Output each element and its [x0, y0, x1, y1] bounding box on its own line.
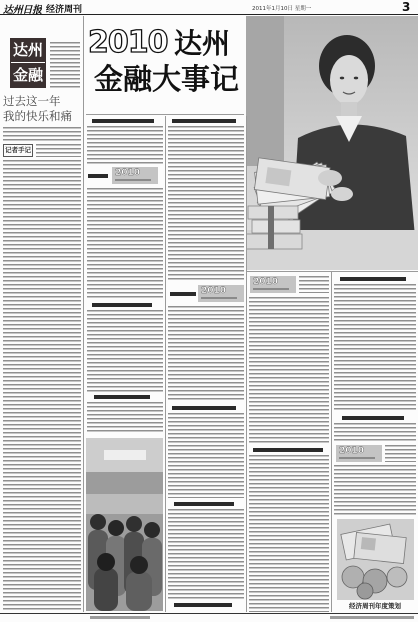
article-text — [168, 126, 244, 282]
article-text — [168, 413, 244, 498]
column-divider — [83, 16, 84, 612]
person-body — [126, 572, 152, 611]
article-text — [87, 188, 163, 300]
footer-contact — [330, 616, 414, 619]
person-head — [144, 522, 160, 538]
series-logo — [112, 167, 158, 184]
footer-credits — [90, 616, 150, 619]
bank-sign — [104, 450, 146, 460]
article-headline-bar — [94, 395, 150, 399]
series-logo-bar — [339, 457, 375, 459]
article-headline-bar — [92, 303, 152, 307]
photo-rule — [246, 271, 418, 272]
series-logo-year: 2010 — [115, 168, 141, 178]
article-headline-bar — [88, 174, 108, 178]
article-text — [3, 127, 81, 141]
series-logo-bar — [115, 179, 151, 181]
column-divider — [246, 116, 247, 612]
article-text — [334, 284, 416, 412]
article-text — [249, 297, 329, 443]
banknote-portrait — [361, 537, 376, 550]
section-name: 经济周刊 — [46, 5, 83, 15]
money-photo — [337, 519, 414, 600]
article-headline-bar — [92, 119, 154, 123]
series-logo — [198, 285, 244, 302]
article-text — [299, 276, 329, 293]
teller-neck — [341, 102, 357, 118]
article-text — [385, 445, 416, 462]
feature-title-place: 达州 — [174, 28, 231, 60]
series-logo — [336, 445, 382, 462]
newspaper-logo: 达州日报 — [3, 5, 42, 16]
person-head — [130, 556, 148, 574]
article-headline-bar — [174, 502, 234, 506]
article-headline-bar — [172, 119, 236, 123]
section-tag-line1: 达州 — [11, 38, 45, 63]
bank-hall-crowd-photo — [86, 438, 163, 611]
byline-text — [50, 42, 80, 88]
banknote-portrait — [265, 167, 291, 186]
title-rule — [86, 114, 244, 115]
reporter-notes-label: 记者手记 — [3, 144, 33, 157]
cash-band — [268, 206, 274, 249]
person-body — [94, 568, 118, 611]
feature-title-year: 2010 — [88, 26, 168, 60]
article-text — [87, 402, 163, 434]
page-number: 3 — [402, 0, 411, 14]
coin — [387, 567, 407, 587]
article-headline-bar — [253, 448, 323, 452]
bank-teller-photo — [246, 16, 418, 270]
article-text — [3, 160, 81, 612]
section-tag-line2: 金融 — [12, 66, 43, 84]
article-headline-bar — [172, 406, 236, 410]
person-head — [126, 516, 142, 532]
article-text — [87, 310, 163, 392]
article-text — [334, 423, 416, 441]
series-logo-year: 2010 — [201, 286, 227, 296]
article-headline-bar — [342, 416, 404, 420]
column-divider — [331, 272, 332, 612]
teller-hand — [318, 170, 342, 186]
series-logo-year: 2010 — [253, 277, 279, 287]
feature-title-main: 金融大事记 — [94, 63, 240, 95]
person-head — [97, 553, 115, 571]
teller-eye — [340, 77, 344, 80]
person-head — [90, 514, 106, 530]
column-headline-line1: 过去这一年 — [3, 95, 61, 108]
masthead-rule — [0, 14, 418, 15]
article-text — [36, 144, 81, 157]
article-headline-bar — [174, 603, 232, 607]
article-text — [87, 126, 163, 164]
series-logo-bar — [201, 297, 237, 299]
coin — [357, 583, 373, 599]
column-headline-line2: 我的快乐和痛 — [3, 110, 72, 123]
cash-stack — [252, 220, 300, 233]
article-text — [168, 509, 244, 599]
feature-caption: 经济周刊年度策划 — [349, 602, 401, 610]
person-head — [108, 520, 124, 536]
column-divider — [165, 116, 166, 612]
teller-face — [330, 55, 368, 105]
teller-hand — [331, 187, 353, 201]
wall-panel — [246, 16, 284, 166]
series-logo-bar — [253, 288, 289, 290]
cash-stacks — [246, 206, 302, 249]
series-logo — [250, 276, 296, 293]
article-text — [249, 455, 329, 612]
article-text — [168, 306, 244, 402]
footer-rule — [0, 613, 418, 614]
issue-date: 2011年1月10日 星期一 — [252, 6, 312, 12]
article-text — [334, 465, 416, 515]
article-headline-bar — [170, 292, 196, 296]
teller-eye — [354, 77, 358, 80]
article-headline-bar — [340, 277, 406, 281]
series-logo-year: 2010 — [339, 446, 365, 456]
section-tag — [10, 38, 46, 88]
service-counter — [86, 494, 163, 514]
